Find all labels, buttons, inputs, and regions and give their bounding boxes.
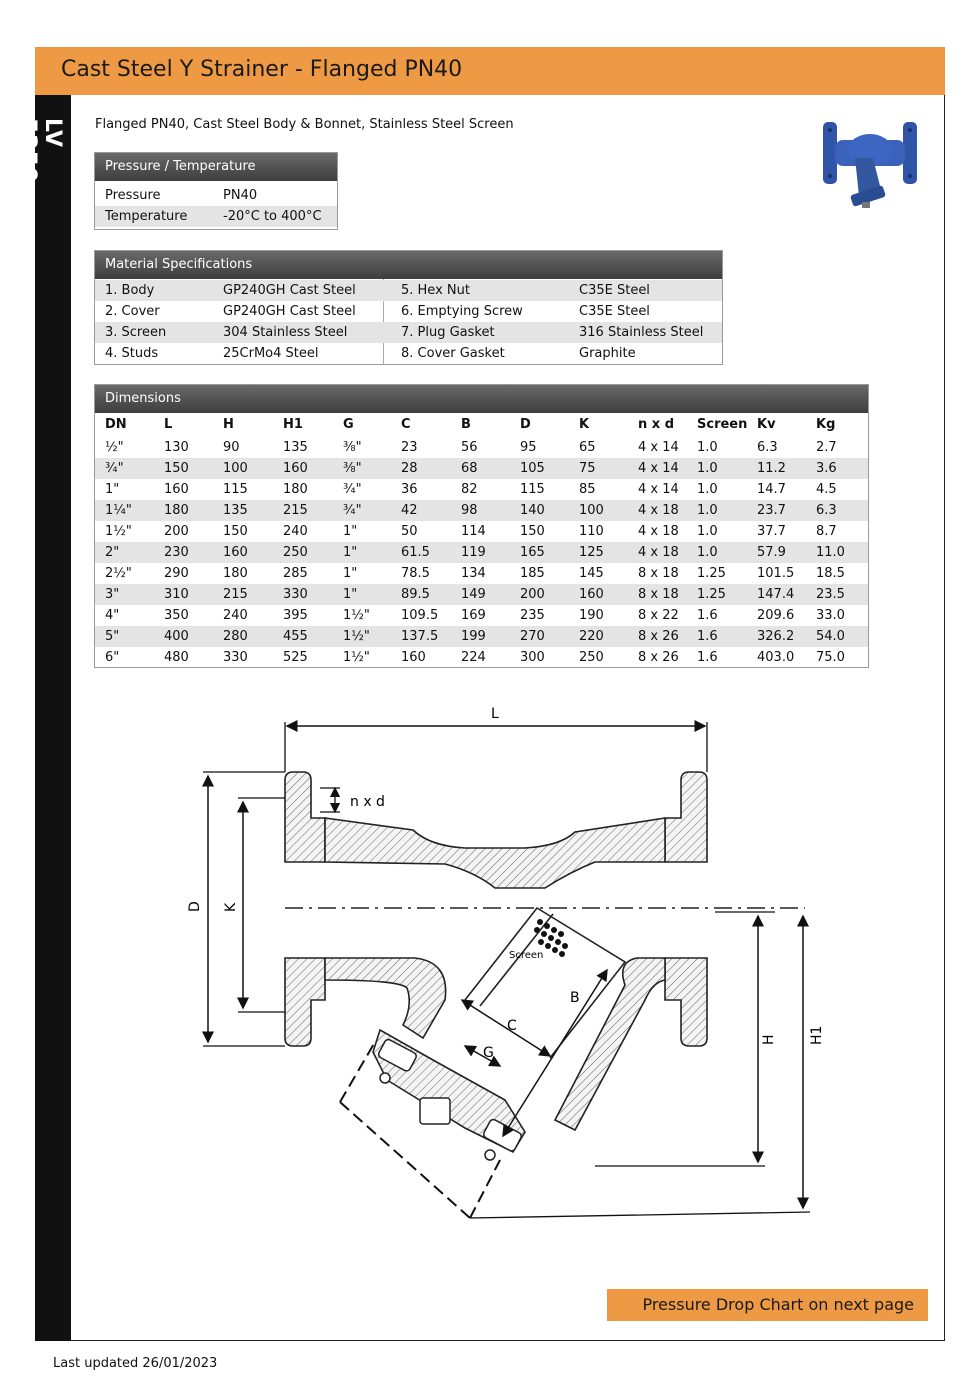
table-cell: 98 [461,503,478,518]
table-row [95,500,868,521]
table-row [95,626,868,647]
table-cell: 4 x 14 [638,482,679,497]
table-cell: ¾" [343,482,362,497]
column-header: L [164,417,173,432]
table-cell: 114 [461,524,486,539]
table-cell: 18.5 [816,566,845,581]
temperature-value: -20°C to 400°C [223,209,322,224]
table-cell: 180 [164,503,189,518]
pressure-temperature-table [94,152,338,230]
table-cell: 199 [461,629,486,644]
table-cell: 37.7 [757,524,786,539]
pressure-temperature-heading: Pressure / Temperature [95,153,337,181]
side-bar [15,95,71,1341]
table-cell: 290 [164,566,189,581]
part-right: 5. Hex Nut [401,283,470,298]
table-cell: 150 [520,524,545,539]
product-photo [815,118,925,210]
table-cell: 137.5 [401,629,439,644]
table-cell: ¾" [343,503,362,518]
table-cell: 23 [401,440,418,455]
table-cell: 6.3 [757,440,778,455]
table-cell: 42 [401,503,418,518]
table-cell: 160 [283,461,308,476]
table-cell: 130 [164,440,189,455]
table-cell: 147.4 [757,587,795,602]
table-cell: 160 [164,482,189,497]
left-flange-top [285,772,325,862]
table-cell: 480 [164,650,189,665]
material-right: Graphite [579,346,636,361]
table-cell: 1.0 [697,482,718,497]
table-cell: 75.0 [816,650,845,665]
table-cell: 215 [223,587,248,602]
table-cell: 190 [579,608,604,623]
table-cell: 50 [401,524,418,539]
table-row [95,584,868,605]
pressure-drop-note[interactable]: Pressure Drop Chart on next page [607,1289,928,1321]
table-row [95,206,337,227]
table-cell: 82 [461,482,478,497]
table-cell: 135 [283,440,308,455]
label-G: G [483,1045,494,1061]
table-cell: 220 [579,629,604,644]
table-cell: 160 [401,650,426,665]
table-cell: 169 [461,608,486,623]
table-cell: 110 [579,524,604,539]
table-header-row [95,413,868,437]
right-flange-bottom [665,958,707,1046]
material-left: 25CrMo4 Steel [223,346,319,361]
material-specifications-table [94,250,723,365]
table-cell: 1½" [343,629,370,644]
technical-drawing [175,700,835,1230]
table-cell: 200 [520,587,545,602]
table-cell: 395 [283,608,308,623]
screen-label: Screen [509,950,544,961]
table-row [95,479,868,500]
table-cell: 4 x 14 [638,461,679,476]
table-cell: 8 x 26 [638,629,679,644]
table-cell: 224 [461,650,486,665]
table-cell: 6" [105,650,120,665]
table-cell: 65 [579,440,596,455]
table-cell: 1.6 [697,608,718,623]
table-cell: 11.0 [816,545,845,560]
table-cell: 150 [223,524,248,539]
table-cell: 1" [343,545,358,560]
table-cell: 2" [105,545,120,560]
table-cell: 1½" [343,608,370,623]
table-cell: 4" [105,608,120,623]
table-row [95,301,722,322]
table-cell: 1.25 [697,566,726,581]
table-cell: 209.6 [757,608,795,623]
table-cell: 8 x 18 [638,566,679,581]
table-cell: 165 [520,545,545,560]
table-cell: 285 [283,566,308,581]
table-cell: 326.2 [757,629,795,644]
table-cell: 455 [283,629,308,644]
dimensions-table [94,384,869,668]
table-cell: 1" [343,587,358,602]
table-cell: 14.7 [757,482,786,497]
label-D: D [187,901,203,912]
column-header: Kg [816,417,836,432]
column-header: B [461,417,471,432]
table-cell: 140 [520,503,545,518]
table-cell: 350 [164,608,189,623]
table-row [95,605,868,626]
column-header: Screen [697,417,748,432]
label-H: H [761,1034,777,1045]
table-cell: 23.5 [816,587,845,602]
table-cell: 68 [461,461,478,476]
table-cell: 330 [223,650,248,665]
table-cell: 119 [461,545,486,560]
label-B: B [570,990,580,1006]
material-right: 316 Stainless Steel [579,325,704,340]
label-nxd: n x d [350,794,385,810]
material-left: GP240GH Cast Steel [223,283,356,298]
temperature-label: Temperature [105,209,188,224]
table-cell: 240 [223,608,248,623]
table-cell: 33.0 [816,608,845,623]
column-header: n x d [638,417,674,432]
table-cell: ½" [105,440,124,455]
table-row [95,563,868,584]
table-cell: 75 [579,461,596,476]
table-cell: 8 x 22 [638,608,679,623]
table-cell: 1.0 [697,503,718,518]
material-specifications-heading: Material Specifications [95,251,722,279]
table-cell: 8.7 [816,524,837,539]
table-row [95,542,868,563]
table-row [95,458,868,479]
column-header: H [223,417,234,432]
material-right: C35E Steel [579,283,650,298]
table-cell: 200 [164,524,189,539]
table-cell: 1.0 [697,461,718,476]
table-cell: ⅜" [343,461,362,476]
table-cell: 115 [223,482,248,497]
table-cell: 56 [461,440,478,455]
table-cell: 250 [579,650,604,665]
table-cell: 240 [283,524,308,539]
material-left: GP240GH Cast Steel [223,304,356,319]
table-cell: 1" [343,566,358,581]
table-cell: 95 [520,440,537,455]
page-title: Cast Steel Y Strainer - Flanged PN40 [61,57,463,82]
table-cell: 115 [520,482,545,497]
part-right: 7. Plug Gasket [401,325,495,340]
table-cell: 28 [401,461,418,476]
table-cell: 4 x 18 [638,503,679,518]
table-cell: 23.7 [757,503,786,518]
table-cell: 525 [283,650,308,665]
table-cell: 90 [223,440,240,455]
title-bar [35,47,945,95]
right-flange-top [665,772,707,862]
label-K: K [223,902,239,912]
table-cell: ¾" [105,461,124,476]
table-row [95,343,722,364]
table-cell: 125 [579,545,604,560]
table-cell: 100 [223,461,248,476]
table-cell: 2½" [105,566,132,581]
table-cell: 1.6 [697,629,718,644]
material-left: 304 Stainless Steel [223,325,348,340]
table-cell: 250 [283,545,308,560]
column-header: K [579,417,590,432]
table-cell: 145 [579,566,604,581]
table-row [95,521,868,542]
part-left: 2. Cover [105,304,160,319]
table-cell: 1" [105,482,120,497]
table-cell: 1.25 [697,587,726,602]
body-bottom-right [555,958,665,1130]
table-cell: 403.0 [757,650,795,665]
table-cell: 310 [164,587,189,602]
table-cell: 5" [105,629,120,644]
part-left: 3. Screen [105,325,167,340]
table-cell: 1¼" [105,503,132,518]
table-cell: 270 [520,629,545,644]
table-cell: 160 [579,587,604,602]
subtitle: Flanged PN40, Cast Steel Body & Bonnet, Stainless Steel Screen [95,117,514,132]
table-cell: 280 [223,629,248,644]
table-cell: ⅜" [343,440,362,455]
last-updated: Last updated 26/01/2023 [53,1356,218,1371]
table-cell: 57.9 [757,545,786,560]
table-cell: 78.5 [401,566,430,581]
table-cell: 235 [520,608,545,623]
table-cell: 185 [520,566,545,581]
part-left: 4. Studs [105,346,159,361]
body-top-wall [325,818,665,888]
column-header: D [520,417,531,432]
table-cell: 61.5 [401,545,430,560]
emptying-screw [420,1098,450,1124]
table-cell: 8 x 26 [638,650,679,665]
table-cell: 1½" [105,524,132,539]
table-cell: 4 x 18 [638,545,679,560]
table-cell: 2.7 [816,440,837,455]
table-cell: 89.5 [401,587,430,602]
table-row [95,280,722,301]
table-cell: 400 [164,629,189,644]
table-cell: 3" [105,587,120,602]
table-cell: 3.6 [816,461,837,476]
column-header: C [401,417,411,432]
table-cell: 180 [223,566,248,581]
column-header: H1 [283,417,303,432]
table-cell: 134 [461,566,486,581]
part-left: 1. Body [105,283,155,298]
table-cell: 54.0 [816,629,845,644]
table-cell: 160 [223,545,248,560]
material-right: C35E Steel [579,304,650,319]
dimensions-heading: Dimensions [95,385,868,413]
table-row [95,437,868,458]
table-cell: 4 x 18 [638,524,679,539]
table-cell: 85 [579,482,596,497]
pressure-label: Pressure [105,188,161,203]
column-header: G [343,417,354,432]
table-cell: 4.5 [816,482,837,497]
label-L: L [491,706,499,722]
body-bottom-left [325,958,446,1038]
column-header: DN [105,417,127,432]
part-right: 8. Cover Gasket [401,346,505,361]
product-code: LV 5250 [15,118,65,184]
table-cell: 230 [164,545,189,560]
table-cell: 1.6 [697,650,718,665]
table-cell: 135 [223,503,248,518]
table-cell: 100 [579,503,604,518]
table-cell: 1.0 [697,440,718,455]
table-row [95,322,722,343]
part-right: 6. Emptying Screw [401,304,523,319]
table-cell: 149 [461,587,486,602]
table-cell: 300 [520,650,545,665]
table-cell: 1½" [343,650,370,665]
table-cell: 150 [164,461,189,476]
table-cell: 6.3 [816,503,837,518]
table-cell: 1.0 [697,524,718,539]
table-row [95,647,868,668]
table-cell: 330 [283,587,308,602]
table-cell: 105 [520,461,545,476]
table-cell: 36 [401,482,418,497]
table-row [95,185,337,206]
table-cell: 180 [283,482,308,497]
column-header: Kv [757,417,776,432]
table-cell: 109.5 [401,608,439,623]
left-flange-bottom [285,958,325,1046]
table-cell: 215 [283,503,308,518]
table-cell: 8 x 18 [638,587,679,602]
table-cell: 11.2 [757,461,786,476]
table-cell: 4 x 14 [638,440,679,455]
pressure-value: PN40 [223,188,258,203]
label-H1: H1 [809,1025,825,1045]
table-cell: 1" [343,524,358,539]
table-cell: 101.5 [757,566,795,581]
label-C: C [507,1018,517,1034]
table-cell: 1.0 [697,545,718,560]
